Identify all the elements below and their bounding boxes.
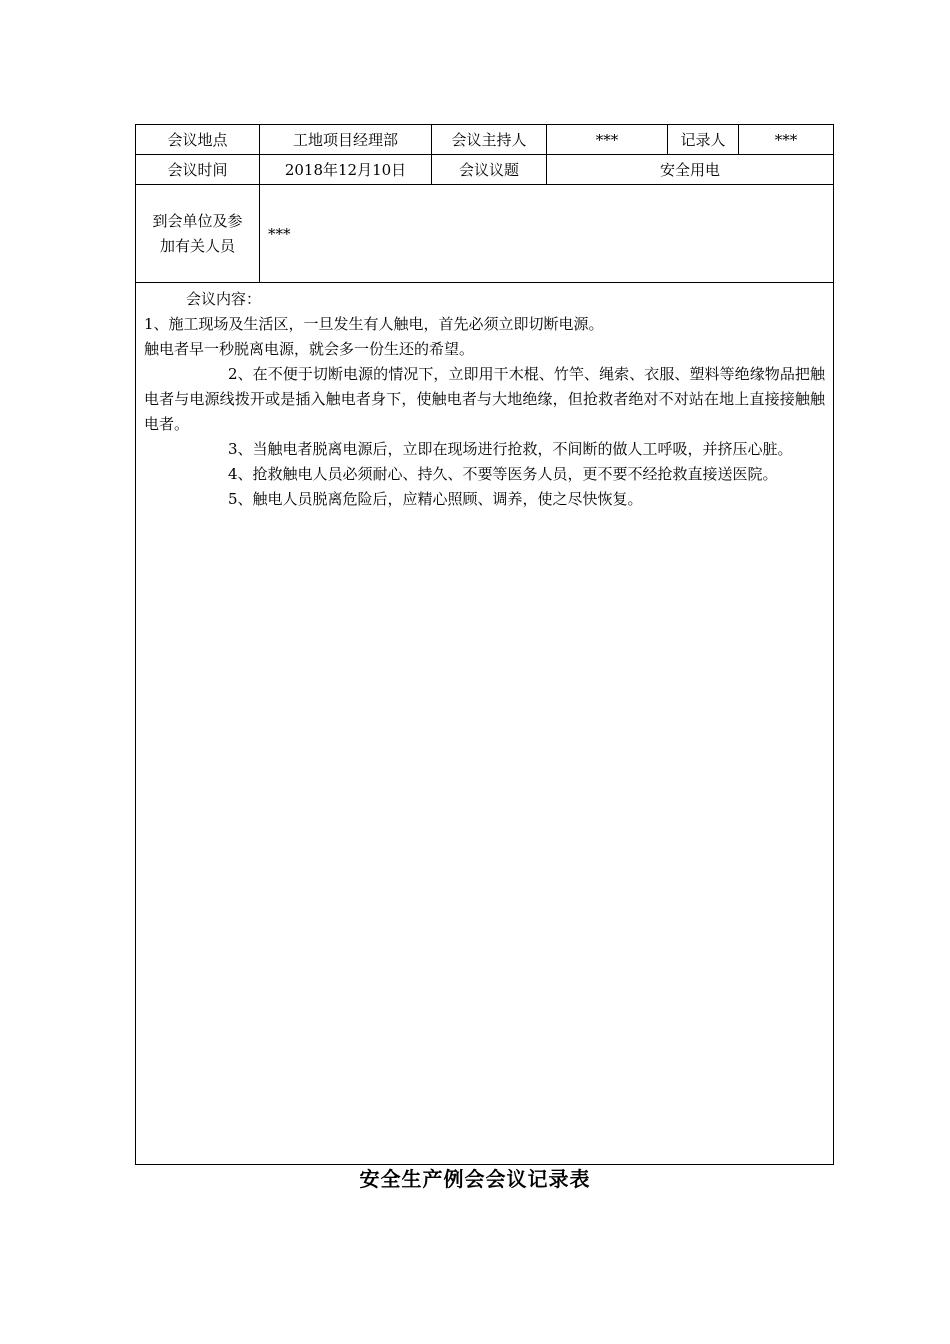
- content-line-4: 3、当触电者脱离电源后，立即在现场进行抢救，不间断的做人工呼吸，并挤压心脏。: [228, 440, 793, 458]
- attendees-label: 到会单位及参加有关人员: [136, 185, 260, 282]
- topic-label: 会议议题: [432, 155, 547, 184]
- content-heading: 会议内容：: [186, 290, 262, 308]
- host-value: ***: [547, 125, 668, 154]
- table-row-location: [136, 125, 833, 155]
- time-label: 会议时间: [136, 155, 260, 184]
- table-row-attendees: [136, 185, 833, 283]
- document-title: 安全生产例会会议记录表: [359, 1167, 591, 1191]
- content-line-5: 4、抢救触电人员必须耐心、持久、不要等医务人员，更不要不经抢救直接送医院。: [228, 465, 778, 483]
- content-line-6: 5、触电人员脱离危险后，应精心照顾、调养，使之尽快恢复。: [228, 490, 643, 508]
- topic-value: 安全用电: [659, 161, 720, 179]
- content-line-2: 触电者早一秒脱离电源，就会多一份生还的希望。: [144, 340, 475, 358]
- recorder-value: ***: [774, 130, 798, 149]
- time-value: 2018年12月10日: [260, 155, 432, 184]
- recorder-label: 记录人: [668, 125, 739, 154]
- meeting-record-table: [135, 124, 834, 1165]
- meeting-content: [136, 283, 833, 1164]
- content-line-3: 2、在不便于切断电源的情况下，立即用干木棍、竹竿、绳索、衣服、塑料等绝缘物品把触电者与电源线拨开或是插入触电者身下，使触电者与大地绝缘，但抢救者绝对不对站在地上直接接触触电者。: [144, 365, 825, 433]
- host-label: 会议主持人: [432, 125, 547, 154]
- attendees-value: ***: [268, 224, 291, 243]
- location-label: 会议地点: [136, 125, 260, 154]
- table-row-time: [136, 155, 833, 185]
- location-value: 工地项目经理部: [260, 125, 432, 154]
- content-line-1: 1、施工现场及生活区，一旦发生有人触电，首先必须立即切断电源。: [144, 315, 604, 333]
